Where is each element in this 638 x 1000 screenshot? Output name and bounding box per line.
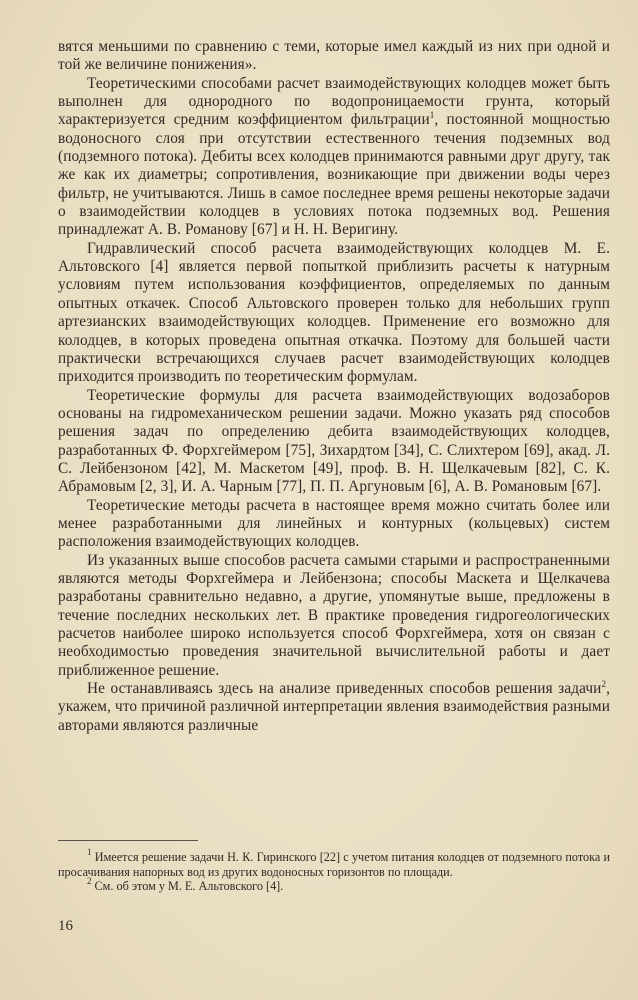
footnote-mark: 2 — [87, 876, 92, 887]
paragraph-text: Теоретические методы расчета в настоящее время можно считать более или менее разработанными для линейных и контурных (кольцевых) систем расположения взаимодействующих колодцев. — [58, 496, 610, 551]
paragraph — [58, 75, 610, 240]
paragraph — [58, 387, 610, 497]
footnote-rule — [58, 840, 198, 841]
paragraph — [58, 497, 610, 552]
footnote — [58, 876, 610, 894]
footnote — [58, 847, 611, 879]
footnote-marker: 1 — [429, 110, 435, 121]
paragraph-text: Теоретические формулы для расчета взаимодействующих водозаборов основаны на гидромеханическом решении задачи. Можно указать ряд способов решения задач по определению дебита взаимодействующих колодцев, разработанных Ф. Форхгеймером [75], Зихардтом [34], С. Слихтером [69], акад. Л. С. Лейбензоном [42], М. Маскетом [49], проф. В. Н. Щелкачевым [82], С. К. Абрамовым [2, 3], И. А. Чарным [77], П. П. Аргуновым [6], А. В. Романовым [67]. — [58, 386, 610, 496]
paragraph-text: , укажем, что причиной различной интерпретации явления взаимодействия разными авторами являются различные — [58, 680, 610, 734]
paragraph — [58, 38, 610, 75]
paragraph-text: Из указанных выше способов расчета самыми старыми и распространенными являются методы Форхгеймера и Лейбензона; способы Маскета и Щелкачева разработаны сравнительно недавно, а другие, упомянутые выше, предложены в течение последних нескольких лет. В практике проведения гидрогеологических расчетов наиболее широко используется способ Форхгеймера, хотя он связан с необходимостью проведения значительной вычислительной работы и дает приближенное решение. — [58, 551, 610, 679]
paragraph — [58, 552, 610, 680]
paragraph-text: Не останавливаясь здесь на анализе приведенных способов решения задачи — [87, 680, 602, 698]
page-number: 16 — [58, 918, 73, 934]
paragraph — [58, 680, 610, 735]
footnote-text: См. об этом у М. Е. Альтовского [4]. — [94, 879, 284, 894]
paragraph-text: вятся меньшими по сравнению с теми, которые имел каждый из них при одной и той же величине понижения». — [58, 38, 610, 74]
paragraph — [58, 240, 610, 387]
paragraph-text: , постоянной мощностью водоносного слоя при отсутствии естественного течения подземных вод (подземного потока). Дебиты всех колодцев принимаются равными друг другу, так же как их диаметры; сопротивления, возникающие при движении воды через фильтр, не учитываются. Лишь в самое последнее время решены некоторые задачи о взаимодействии колодцев в условиях потока подземных вод. Решения принадлежат А. В. Романову [67] и Н. Н. Веригину. — [58, 111, 611, 239]
body-text — [58, 38, 610, 735]
footnote-mark: 1 — [87, 847, 92, 857]
paragraph-text: Теоретическими способами расчет взаимодействующих колодцев может быть выполнен для однородного по водопроницаемости грунта, который характеризуется средним коэффициентом фильтрации — [58, 74, 610, 129]
footnotes — [58, 847, 611, 894]
footnote-text: Имеется решение задачи Н. К. Гиринского [22] с учетом питания колодцев от подземного потока и просачивания напорных вод из других водоносных горизонтов по площади. — [58, 850, 611, 879]
paragraph-text: Гидравлический способ расчета взаимодействующих колодцев М. Е. Альтовского [4] является первой попыткой приблизить расчеты к натурным условиям путем использования коэффициентов, определяемых по данным опытных откачек. Способ Альтовского проверен только для небольших групп артезианских взаимодействующих колодцев. Применение его возможно для колодцев, в которых проведена опытная откачка. Поэтому для большей части практически встречающихся случаев расчет взаимодействующих колодцев приходится производить по теоретическим формулам. — [58, 239, 610, 386]
footnote-marker: 2 — [601, 679, 607, 690]
